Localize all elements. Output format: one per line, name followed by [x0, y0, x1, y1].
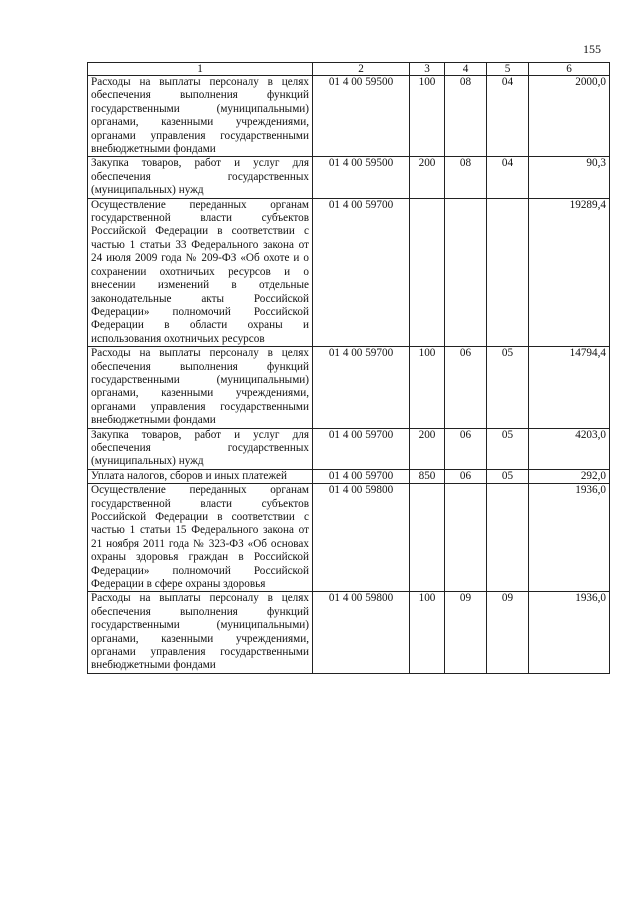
expense-type: 850: [410, 469, 445, 483]
expense-type: 200: [410, 428, 445, 469]
amount: 14794,4: [529, 347, 610, 428]
amount: 1936,0: [529, 592, 610, 673]
table-row: [88, 198, 610, 346]
expense-description: Осуществление переданных органам государственной власти субъектов Российской Федерации в соответствии с частью 1 статьи 15 Федерального закона от 21 ноября 2011 года № 323-ФЗ «Об основах охраны здоровья граждан в Российской Федерации» полномочий Российской Федерации в сфере охраны здоровья: [88, 484, 313, 592]
target-code: 01 4 00 59700: [313, 347, 410, 428]
budget-table: [87, 62, 610, 674]
amount: 90,3: [529, 157, 610, 198]
amount: 19289,4: [529, 198, 610, 346]
expense-description: Расходы на выплаты персоналу в целях обеспечения выполнения функций государственными (муниципальными) органами, казенными учреждениями, органами управления государственными внебюджетными фондами: [88, 347, 313, 428]
section: 06: [445, 428, 487, 469]
amount: 4203,0: [529, 428, 610, 469]
expense-type: 100: [410, 76, 445, 157]
section: [445, 484, 487, 592]
header-row: [88, 63, 610, 76]
expense-type: [410, 484, 445, 592]
page-number: 155: [583, 42, 601, 56]
expense-type: 100: [410, 347, 445, 428]
amount: 2000,0: [529, 76, 610, 157]
section: 06: [445, 469, 487, 483]
subsection: 04: [487, 157, 529, 198]
table-row: [88, 76, 610, 157]
header-cell: 5: [487, 63, 529, 76]
amount: 1936,0: [529, 484, 610, 592]
section: [445, 198, 487, 346]
expense-type: 100: [410, 592, 445, 673]
target-code: 01 4 00 59700: [313, 198, 410, 346]
expense-type: [410, 198, 445, 346]
expense-description: Расходы на выплаты персоналу в целях обеспечения выполнения функций государственными (муниципальными) органами, казенными учреждениями, органами управления государственными внебюджетными фондами: [88, 76, 313, 157]
target-code: 01 4 00 59700: [313, 469, 410, 483]
table-row: [88, 157, 610, 198]
header-cell: 6: [529, 63, 610, 76]
amount: 292,0: [529, 469, 610, 483]
target-code: 01 4 00 59700: [313, 428, 410, 469]
target-code: 01 4 00 59500: [313, 76, 410, 157]
subsection: 09: [487, 592, 529, 673]
expense-description: Закупка товаров, работ и услуг для обеспечения государственных (муниципальных) нужд: [88, 428, 313, 469]
expense-description: Уплата налогов, сборов и иных платежей: [88, 469, 313, 483]
subsection: 04: [487, 76, 529, 157]
expense-description: Закупка товаров, работ и услуг для обеспечения государственных (муниципальных) нужд: [88, 157, 313, 198]
table-row: [88, 347, 610, 428]
header-cell: 2: [313, 63, 410, 76]
table-row: [88, 428, 610, 469]
section: 08: [445, 76, 487, 157]
section: 08: [445, 157, 487, 198]
section: 06: [445, 347, 487, 428]
subsection: 05: [487, 469, 529, 483]
subsection: 05: [487, 347, 529, 428]
table-row: [88, 592, 610, 673]
header-cell: 1: [88, 63, 313, 76]
subsection: [487, 484, 529, 592]
expense-type: 200: [410, 157, 445, 198]
expense-description: Расходы на выплаты персоналу в целях обеспечения выполнения функций государственными (муниципальными) органами, казенными учреждениями, органами управления государственными внебюджетными фондами: [88, 592, 313, 673]
table-row: [88, 469, 610, 483]
header-cell: 3: [410, 63, 445, 76]
target-code: 01 4 00 59800: [313, 592, 410, 673]
target-code: 01 4 00 59500: [313, 157, 410, 198]
table-row: [88, 484, 610, 592]
header-cell: 4: [445, 63, 487, 76]
section: 09: [445, 592, 487, 673]
target-code: 01 4 00 59800: [313, 484, 410, 592]
expense-description: Осуществление переданных органам государственной власти субъектов Российской Федерации в соответствии с частью 1 статьи 33 Федерального закона от 24 июля 2009 года № 209-ФЗ «Об охоте и о сохранении охотничьих ресурсов и о внесении изменений в отдельные законодательные акты Российской Федерации» полномочий Российской Федерации в области охраны и использования охотничьих ресурсов: [88, 198, 313, 346]
subsection: 05: [487, 428, 529, 469]
subsection: [487, 198, 529, 346]
